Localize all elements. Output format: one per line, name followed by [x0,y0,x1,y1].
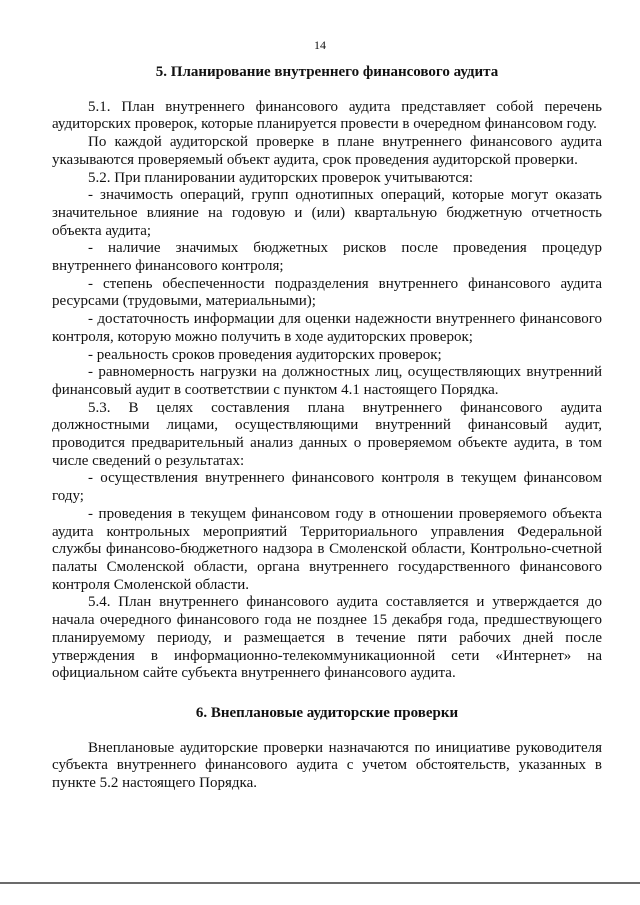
section-5-heading: 5. Планирование внутреннего финансового аудита [155,64,499,80]
list-item-resources: - степень обеспеченности подразделения внутреннего финансового аудита ресурсами (трудовыми, материальными); [52,275,602,310]
section-6 [52,705,602,793]
scan-bottom-edge-line [0,882,640,884]
paragraph-6-1: Внеплановые аудиторские проверки назначаются по инициативе руководителя субъекта внутреннего финансового аудита с учетом обстоятельств, указанных в пункте 5.2 настоящего Порядка. [52,739,602,792]
paragraph-5-4: 5.4. План внутреннего финансового аудита составляется и утверждается до начала очередного финансового года не позднее 15 декабря года, предшествующего планируемому периоду, и размещается в течение пяти рабочих дней после утверждения в информационно-телекоммуникационной сети «Интернет» на официальном сайте субъекта внутреннего финансового аудита. [52,594,602,682]
paragraph-5-2: 5.2. При планировании аудиторских проверок учитываются: [88,169,474,186]
paragraph-5-1: 5.1. План внутреннего финансового аудита представляет собой перечень аудиторских проверок, которые планируется провести в очередном финансовом году. [52,98,602,133]
list-item-budget-risks: - наличие значимых бюджетных рисков после проведения процедур внутреннего финансового контроля; [52,240,602,275]
page-number: 14 [314,38,326,52]
list-item-workload: - равномерность нагрузки на должностных лиц, осуществляющих внутренний финансовый аудит в соответствии с пунктом 4.1 настоящего Порядка. [52,364,602,398]
paragraph-5-3: 5.3. В целях составления плана внутреннего финансового аудита должностными лицами, осуществляющими внутренний финансовый аудит, проводится предварительный анализ данных о проверяемом объекте аудита, в том числе сведений о результатах: [52,399,602,469]
list-item-control-measures: - проведения в текущем финансовом году в отношении проверяемого объекта аудита контрольных мероприятий Территориального управления Федеральной службы финансово-бюджетного надзора в Смоленской области, Контрольно-счетной палаты Смоленской области, органа внутреннего государственного финансового контроля Смоленской области. [52,505,602,593]
section-5 [52,64,602,683]
paragraph-5-1-details: По каждой аудиторской проверке в плане внутреннего финансового аудита указываются проверяемый объект аудита, срок проведения аудиторской проверки. [52,134,602,168]
list-item-internal-control: - осуществления внутреннего финансового контроля в текущем финансовом году; [52,470,602,505]
section-6-heading: 6. Внеплановые аудиторские проверки [195,705,459,721]
list-item-sufficiency: - достаточность информации для оценки надежности внутреннего финансового контроля, которую можно получить в ходе аудиторских проверок; [52,311,602,345]
list-item-significance: - значимость операций, групп однотипных операций, которые могут оказать значительное влияние на годовую и (или) квартальную бюджетную отчетность объекта аудита; [52,187,602,239]
list-item-deadlines: - реальность сроков проведения аудиторских проверок; [88,346,442,363]
